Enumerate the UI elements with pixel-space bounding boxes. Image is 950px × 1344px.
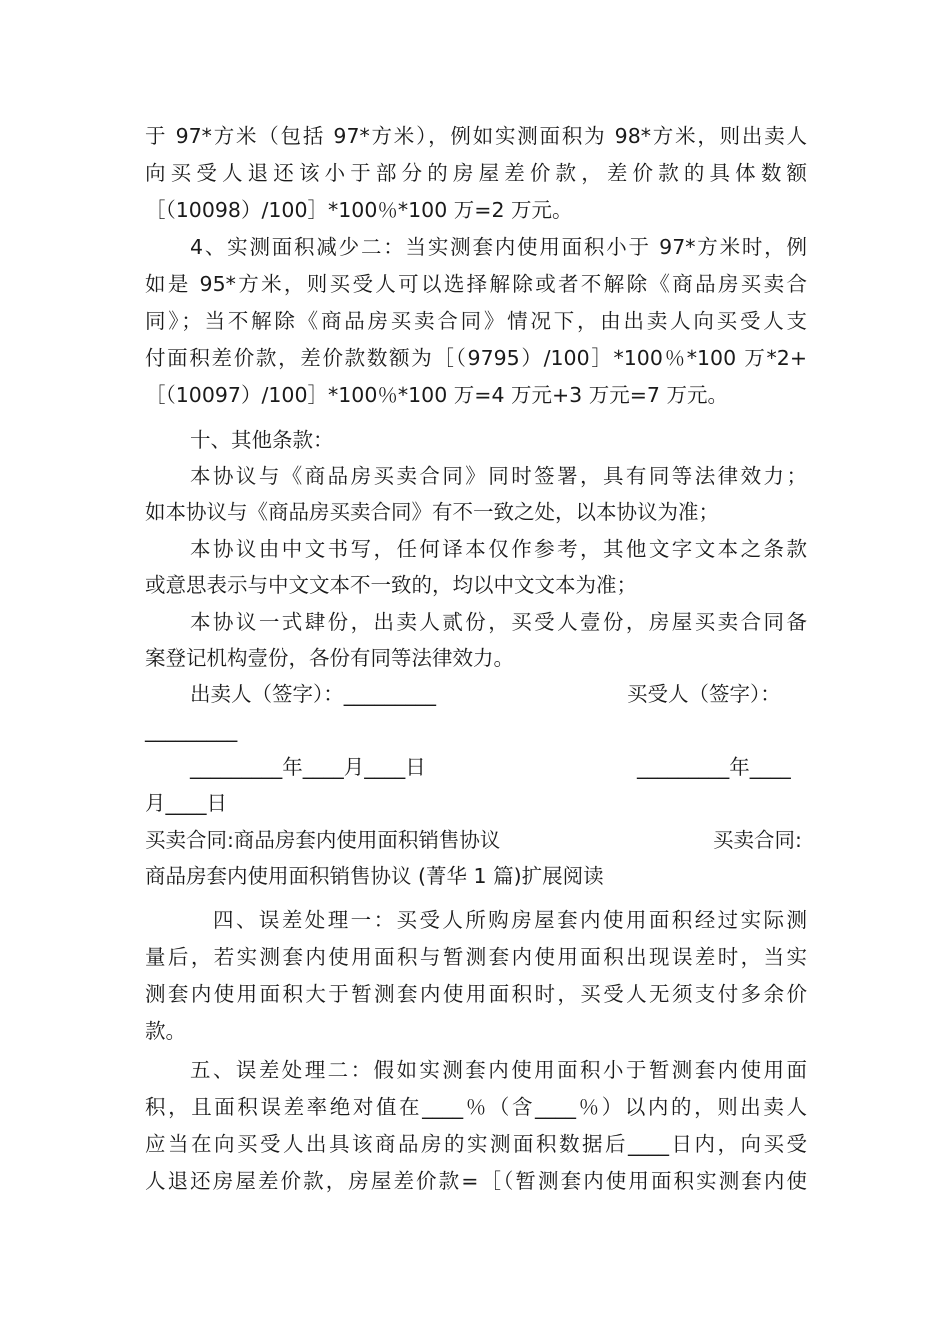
paragraph-line: 款。	[145, 1019, 186, 1043]
paragraph-line: 量后，若实测套内使用面积与暂测套内使用面积出现误差时，当实	[145, 945, 807, 969]
buyer-signature-blank: _________	[145, 718, 238, 742]
buyer-date: _________年____	[637, 755, 791, 779]
paragraph-line: 案登记机构壹份，各份有同等法律效力。	[145, 646, 514, 670]
paragraph-line: 积，且面积误差率绝对值在____％（含____％）以内的，则出卖人	[145, 1095, 807, 1119]
paragraph-line: 测套内使用面积大于暂测套内使用面积时，买受人无须支付多余价	[145, 982, 807, 1006]
paragraph-line: 或意思表示与中文文本不一致的，均以中文文本为准；	[145, 573, 637, 597]
paragraph-line: ［（10097）/100］*100％*100 万=4 万元+3 万元=7 万元。	[145, 383, 728, 407]
paragraph-line: 本协议与《商品房买卖合同》同时签署，具有同等法律效力；	[190, 464, 807, 488]
paragraph-line: 本协议一式肆份，出卖人贰份，买受人壹份，房屋买卖合同备	[190, 610, 807, 634]
paragraph-line: ［（10098）/100］*100％*100 万=2 万元。	[145, 198, 573, 222]
related-title-continued: 商品房套内使用面积销售协议 (菁华 1 篇)扩展阅读	[145, 864, 604, 888]
paragraph-line: 付面积差价款，差价款数额为［（9795）/100］*100％*100 万*2+	[145, 346, 807, 370]
section-heading: 十、其他条款：	[190, 428, 334, 452]
related-title-right: 买卖合同:	[713, 828, 802, 852]
paragraph-line: 于 97*方米（包括 97*方米），例如实测面积为 98*方米，则出卖人	[145, 124, 807, 148]
buyer-date-continued: 月____日	[145, 791, 227, 815]
paragraph-line: 如本协议与《商品房买卖合同》有不一致之处，以本协议为准；	[145, 500, 719, 524]
paragraph-line: 如是 95*方米，则买受人可以选择解除或者不解除《商品房买卖合	[145, 272, 807, 296]
buyer-signature-label: 买受人（签字）：	[627, 682, 781, 706]
paragraph-line: 五、误差处理二：假如实测套内使用面积小于暂测套内使用面	[190, 1058, 807, 1082]
paragraph-line: 本协议由中文书写，任何译本仅作参考，其他文字文本之条款	[190, 537, 807, 561]
paragraph-line: 四、误差处理一：买受人所购房屋套内使用面积经过实际测	[213, 908, 807, 932]
paragraph-line: 同》；当不解除《商品房买卖合同》情况下，由出卖人向买受人支	[145, 309, 807, 333]
paragraph-line: 应当在向买受人出具该商品房的实测面积数据后____日内，向买受	[145, 1132, 807, 1156]
paragraph-line: 向买受人退还该小于部分的房屋差价款，差价款的具体数额	[145, 161, 807, 185]
paragraph-line: 4、实测面积减少二：当实测套内使用面积小于 97*方米时，例	[190, 235, 807, 259]
related-title-left: 买卖合同:商品房套内使用面积销售协议	[145, 828, 501, 852]
seller-signature-label: 出卖人（签字）：_________	[190, 682, 436, 706]
seller-date: _________年____月____日	[190, 755, 426, 779]
paragraph-line: 人退还房屋差价款，房屋差价款=［（暂测套内使用面积实测套内使	[145, 1169, 807, 1193]
